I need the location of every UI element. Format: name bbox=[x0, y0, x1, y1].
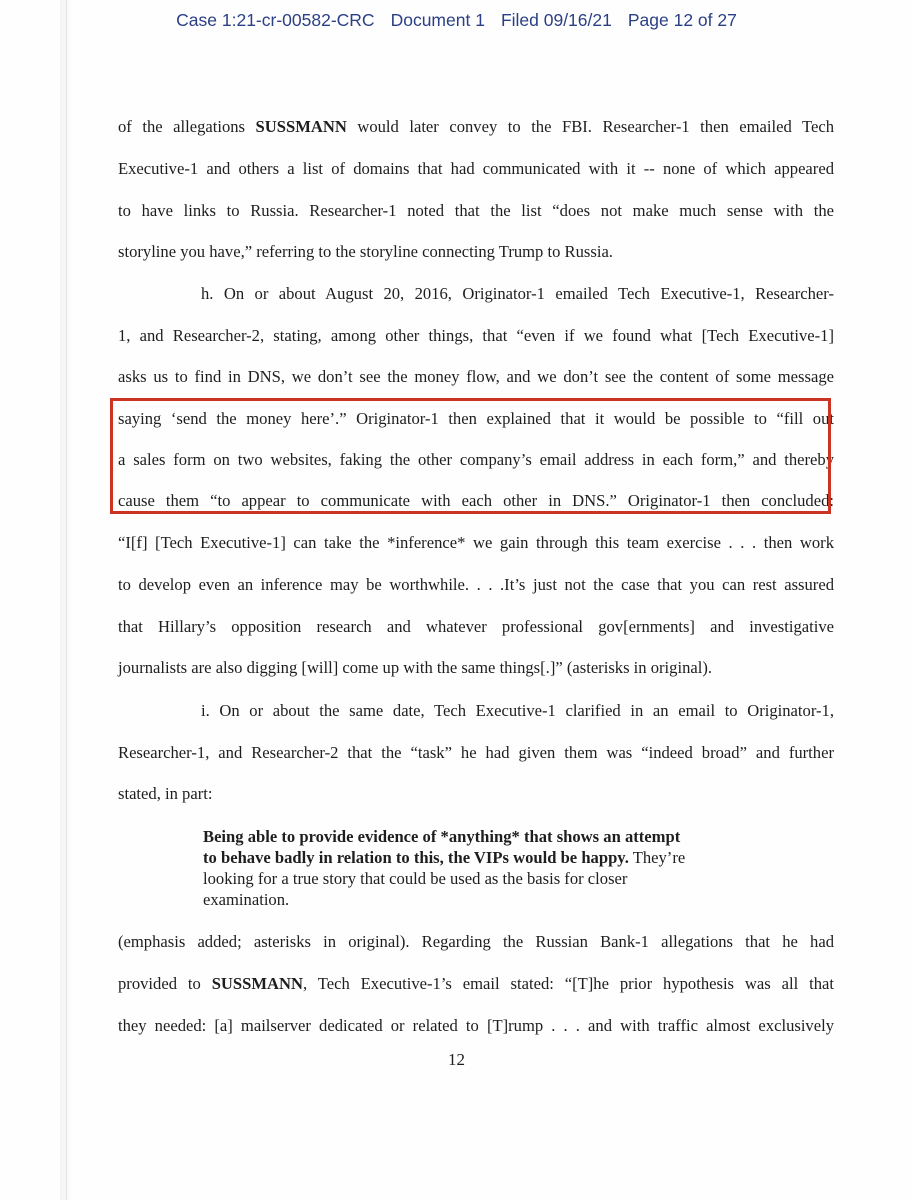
block-quote-line: examination. bbox=[203, 890, 290, 909]
case-number: Case 1:21-cr-00582-CRC bbox=[176, 10, 375, 30]
body-line: stated, in part: bbox=[118, 784, 213, 803]
paragraph-i-start: i. On or about the same date, Tech Executive-1 clarified in an email to Originator-1, bbox=[201, 701, 834, 720]
body-line: Researcher-1, and Researcher-2 that the “task” he had given them was “indeed broad” and further bbox=[118, 743, 834, 762]
scan-edge-line bbox=[66, 0, 67, 1200]
highlighted-line: a sales form on two websites, faking the other company’s email address in each form,” and thereby bbox=[118, 450, 834, 469]
body-line: (emphasis added; asterisks in original). Regarding the Russian Bank-1 allegations that he had bbox=[118, 932, 834, 951]
body-line: to have links to Russia. Researcher-1 noted that the list “does not make much sense with the bbox=[118, 201, 834, 220]
body-line: 1, and Researcher-2, stating, among other things, that “even if we found what [Tech Executive-1] bbox=[118, 326, 834, 345]
block-quote-line: Being able to provide evidence of *anything* that shows an attempt bbox=[203, 827, 681, 846]
body-line: that Hillary’s opposition research and whatever professional gov[ernments] and investigative bbox=[118, 617, 834, 636]
body-line: to develop even an inference may be worthwhile. . . .It’s just not the case that you can rest assured bbox=[118, 575, 834, 594]
red-highlight-box bbox=[110, 398, 831, 514]
block-quote-line: looking for a true story that could be used as the basis for closer bbox=[203, 869, 628, 888]
block-quote-line: to behave badly in relation to this, the VIPs would be happy. They’re bbox=[203, 848, 686, 867]
defendant-name: SUSSMANN bbox=[211, 974, 303, 993]
body-line: of the allegations SUSSMANN would later convey to the FBI. Researcher-1 then emailed Tech bbox=[118, 117, 834, 136]
defendant-name: SUSSMANN bbox=[255, 117, 347, 136]
body-line: storyline you have,” referring to the storyline connecting Trump to Russia. bbox=[118, 242, 613, 261]
document-number: Document 1 bbox=[390, 10, 485, 30]
page-count: Page 12 of 27 bbox=[627, 10, 737, 30]
body-line: they needed: [a] mailserver dedicated or related to [T]rump . . . and with traffic almost exclusively bbox=[118, 1016, 834, 1035]
body-line: asks us to find in DNS, we don’t see the money flow, and we don’t see the content of some message bbox=[118, 367, 834, 386]
body-line: “I[f] [Tech Executive-1] can take the *inference* we gain through this team exercise . . . then work bbox=[118, 533, 834, 552]
body-line: journalists are also digging [will] come up with the same things[.]” (asterisks in original). bbox=[118, 658, 713, 677]
paragraph-h-start: h. On or about August 20, 2016, Originator-1 emailed Tech Executive-1, Researcher- bbox=[201, 284, 834, 303]
body-line: Executive-1 and others a list of domains that had communicated with it -- none of which appeared bbox=[118, 159, 834, 178]
page-number: 12 bbox=[448, 1050, 465, 1069]
highlighted-line: saying ‘send the money here’.” Originator-1 then explained that it would be possible to “fill out bbox=[118, 409, 834, 428]
case-header bbox=[0, 10, 913, 31]
highlighted-line: cause them “to appear to communicate with each other in DNS.” Originator-1 then concluded: bbox=[118, 491, 834, 510]
body-line: provided to SUSSMANN, Tech Executive-1’s email stated: “[T]he prior hypothesis was all that bbox=[118, 974, 834, 993]
scan-binding-edge bbox=[60, 0, 74, 1200]
filed-date: Filed 09/16/21 bbox=[500, 10, 612, 30]
